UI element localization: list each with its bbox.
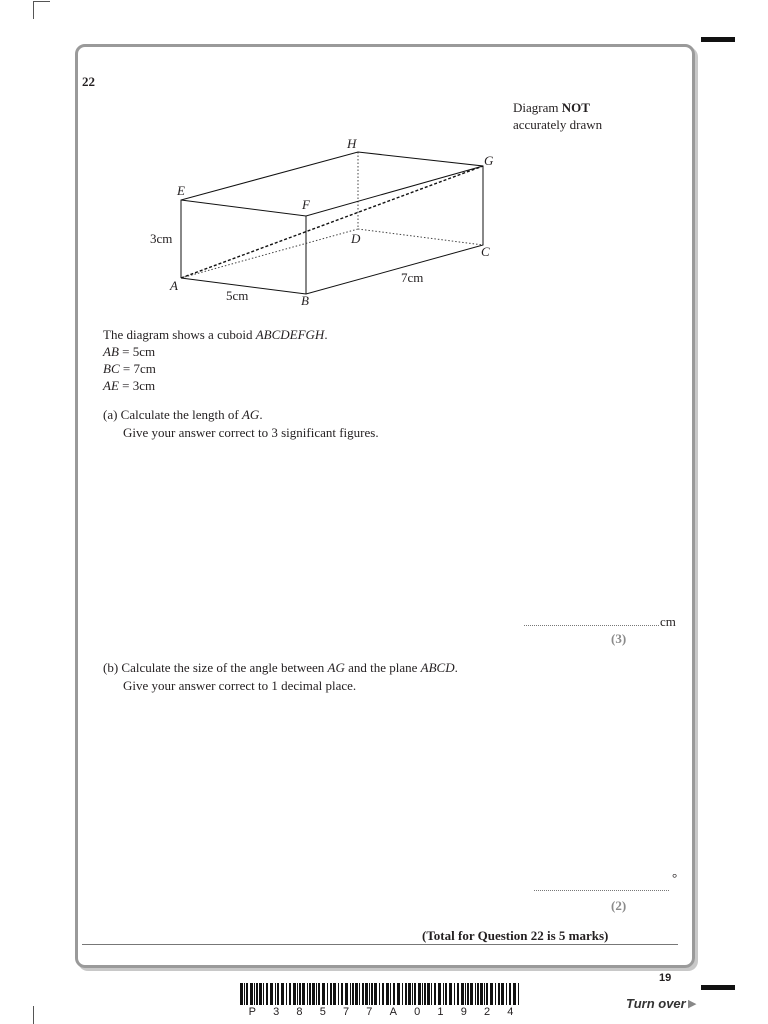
part-b-answer-line[interactable]: [534, 890, 669, 891]
barcode-bar: [509, 983, 511, 1005]
barcode-bar: [484, 983, 485, 1005]
fact-ae: AE = 3cm: [103, 378, 156, 393]
barcode-bar: [302, 983, 305, 1005]
total-rule: [82, 944, 678, 945]
barcode-bar: [498, 983, 500, 1005]
barcode-bar: [382, 983, 384, 1005]
edge-dc: [358, 229, 483, 245]
barcode-bar: [506, 983, 507, 1005]
question-number: 22: [82, 74, 95, 89]
part-a-answer-line[interactable]: [524, 625, 659, 626]
barcode-char: 2: [483, 1006, 491, 1018]
barcode-bar: [486, 983, 488, 1005]
page-number: 19: [659, 972, 672, 984]
barcode-bar: [454, 983, 455, 1005]
vertex-label-g: G: [484, 153, 494, 168]
vertex-label-a: A: [170, 278, 178, 293]
barcode-bar: [365, 983, 368, 1005]
barcode-bar: [309, 983, 311, 1005]
barcode-char: 3: [273, 1006, 280, 1018]
barcode-bar: [345, 983, 348, 1005]
barcode-bar: [457, 983, 459, 1005]
part-a-prompt: (a) Calculate the length of AG. Give your answer correct to 3 significant figures.: [103, 407, 379, 440]
barcode-bar: [350, 983, 351, 1005]
barcode-bar: [263, 983, 264, 1005]
barcode-bar: [355, 983, 358, 1005]
barcode-bar: [289, 983, 291, 1005]
barcode-bar: [338, 983, 339, 1005]
barcode-bar: [412, 983, 413, 1005]
barcode-bar: [379, 983, 380, 1005]
barcode-bar: [397, 983, 400, 1005]
fact-ab: AB = 5cm: [103, 344, 156, 359]
barcode-bar: [275, 983, 276, 1005]
barcode-bar: [246, 983, 248, 1005]
crop-mark-top-left: [33, 1, 34, 19]
barcode-bar: [475, 983, 476, 1005]
barcode-bar: [467, 983, 469, 1005]
barcode-bar: [461, 983, 464, 1005]
barcode-bar: [333, 983, 336, 1005]
barcode-bar: [424, 983, 426, 1005]
barcode-bar: [431, 983, 432, 1005]
barcode-bar: [518, 983, 519, 1005]
total-marks: (Total for Question 22 is 5 marks): [422, 928, 609, 943]
fact-bc: BC = 7cm: [103, 361, 156, 376]
cuboid-diagram: [140, 130, 510, 315]
label-bc: 7cm: [401, 270, 424, 285]
barcode-char: 7: [342, 1006, 350, 1018]
barcode-bar: [371, 983, 373, 1005]
crop-mark-bottom-left: [33, 1006, 34, 1024]
barcode-bar: [327, 983, 328, 1005]
barcode-char: 5: [319, 1006, 326, 1018]
barcode-bar: [477, 983, 479, 1005]
barcode-bar: [501, 983, 504, 1005]
barcode-bar: [418, 983, 421, 1005]
barcode-char: P: [248, 1006, 256, 1018]
barcode-text: [240, 1006, 522, 1018]
barcode-bar: [250, 983, 253, 1005]
barcode-bar: [281, 983, 284, 1005]
part-a-marks: (3): [611, 631, 627, 646]
barcode-bar: [254, 983, 255, 1005]
barcode-bar: [341, 983, 343, 1005]
barcode-bar: [470, 983, 473, 1005]
barcode-bar: [445, 983, 447, 1005]
barcode-char: 7: [366, 1006, 373, 1018]
turn-over-label: Turn over: [626, 996, 686, 1011]
vertex-label-e: E: [177, 183, 185, 198]
barcode-bar: [374, 983, 377, 1005]
edge-efg: [181, 166, 483, 216]
barcode-bar: [307, 983, 308, 1005]
barcode-bar: [414, 983, 416, 1005]
barcode-bar: [393, 983, 395, 1005]
part-b-marks: (2): [611, 898, 627, 913]
barcode-bar: [293, 983, 296, 1005]
barcode-bar: [330, 983, 332, 1005]
barcode-bar: [259, 983, 262, 1005]
crop-mark-top: [34, 1, 50, 2]
barcode-bar: [422, 983, 423, 1005]
question-intro: [103, 326, 328, 394]
barcode-bar: [297, 983, 298, 1005]
barcode-bar: [244, 983, 245, 1005]
barcode-bar: [402, 983, 403, 1005]
barcode-char: 1: [437, 1006, 444, 1018]
edge-ad: [181, 229, 358, 278]
vertex-label-h: H: [347, 136, 357, 151]
diagram-note-bold: NOT: [561, 100, 590, 115]
barcode-bar: [443, 983, 444, 1005]
barcode-bar: [316, 983, 317, 1005]
barcode-bar: [427, 983, 430, 1005]
barcode-bar: [318, 983, 320, 1005]
part-a-unit: cm: [660, 614, 676, 629]
barcode-char: 8: [296, 1006, 303, 1018]
barcode-bar: [390, 983, 391, 1005]
barcode-bar: [362, 983, 364, 1005]
barcode-bar: [408, 983, 411, 1005]
barcode-bar: [405, 983, 407, 1005]
part-b-unit: °: [672, 870, 678, 885]
barcode-bar: [449, 983, 452, 1005]
diagonal-ag: [181, 166, 483, 278]
vertex-label-b: B: [301, 293, 309, 308]
barcode-char: 4: [507, 1006, 514, 1018]
barcode-bar: [438, 983, 441, 1005]
barcode-bar: [299, 983, 301, 1005]
barcode-bar: [434, 983, 436, 1005]
part-b-prompt: (b) Calculate the size of the angle between AG and the plane ABCD. Give your answer correct to 1 decimal place.: [103, 660, 458, 693]
vertex-label-f: F: [302, 197, 310, 212]
barcode-char: 0: [414, 1006, 421, 1018]
barcode-bar: [266, 983, 268, 1005]
barcode-bar: [277, 983, 279, 1005]
barcode-bar: [352, 983, 354, 1005]
barcode-bar: [256, 983, 258, 1005]
intro-line: The diagram shows a cuboid ABCDEFGH.: [103, 327, 328, 342]
barcode-bar: [286, 983, 287, 1005]
label-height: 3cm: [150, 231, 173, 246]
barcode-bar: [359, 983, 360, 1005]
cuboid-outline: [181, 152, 483, 294]
edge-tab-top: [701, 37, 735, 42]
barcode-bar: [490, 983, 493, 1005]
barcode-bar: [386, 983, 389, 1005]
barcode-char: 9: [460, 1006, 467, 1018]
barcode-char: A: [389, 1006, 397, 1018]
barcode-image: [240, 983, 522, 1005]
diagram-note: Diagram NOT accurately drawn: [513, 100, 603, 132]
barcode-bar: [322, 983, 325, 1005]
label-ab: 5cm: [226, 288, 249, 303]
barcode-bar: [513, 983, 516, 1005]
barcode-bar: [312, 983, 315, 1005]
barcode-bar: [240, 983, 243, 1005]
barcode-bar: [369, 983, 370, 1005]
vertex-label-d: D: [351, 231, 361, 246]
barcode-bar: [270, 983, 273, 1005]
turn-over-arrow-icon: ▶: [688, 998, 697, 1010]
edge-tab-bottom: [701, 985, 735, 990]
barcode-bar: [480, 983, 483, 1005]
barcode-bar: [465, 983, 466, 1005]
vertex-label-c: C: [481, 244, 490, 259]
barcode-bar: [495, 983, 496, 1005]
